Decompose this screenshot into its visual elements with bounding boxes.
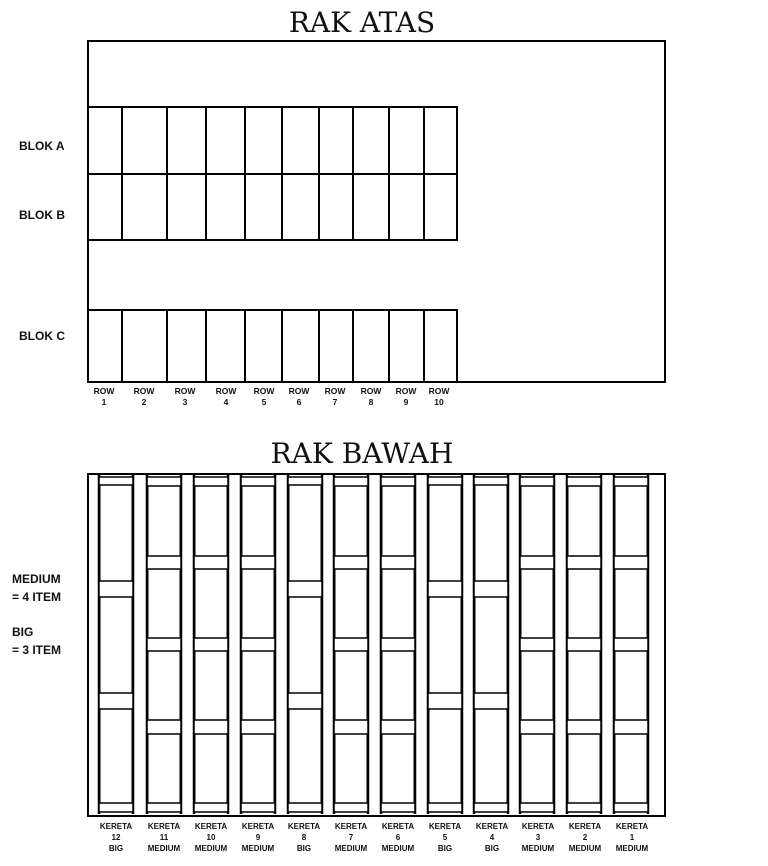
cart-shelf <box>334 720 368 734</box>
cart-item-slot <box>429 709 461 803</box>
cart-label: KERETA 12 BIG <box>99 822 133 853</box>
row-label: ROW 2 <box>133 386 155 407</box>
cart-item-slot <box>615 734 647 803</box>
cart-item-slot <box>148 651 180 720</box>
cart-shelf <box>567 720 601 734</box>
cart-shelf <box>194 638 228 651</box>
row-label: ROW 5 <box>253 386 275 407</box>
rack-cell <box>206 107 245 174</box>
cart-shelf <box>428 693 462 709</box>
rack-cell <box>245 107 282 174</box>
cart-shelf <box>428 581 462 597</box>
cart-shelf <box>381 638 415 651</box>
cart-label: KERETA 2 MEDIUM <box>568 822 602 853</box>
cart-shelf <box>520 556 554 569</box>
cart-shelf <box>614 638 648 651</box>
top-rack-blocks <box>88 107 457 382</box>
cart-item-slot <box>382 486 414 556</box>
cart-shelf <box>381 477 415 486</box>
rack-cell <box>282 310 319 382</box>
rack-cell <box>206 174 245 240</box>
rack-cell <box>122 310 167 382</box>
row-label: ROW 1 <box>93 386 115 407</box>
rack-cell <box>245 174 282 240</box>
rack-cell <box>424 310 457 382</box>
rack-cell <box>245 310 282 382</box>
rack-cell <box>424 107 457 174</box>
cart-shelf <box>520 477 554 486</box>
rack-cell <box>353 107 389 174</box>
cart-item-slot <box>195 569 227 638</box>
cart-labels <box>100 822 649 853</box>
rack-cell <box>206 310 245 382</box>
row-label: ROW 7 <box>324 386 346 407</box>
rack-cell <box>282 174 319 240</box>
cart-shelf <box>99 803 133 812</box>
cart-item-slot <box>148 486 180 556</box>
cart-shelf <box>614 803 648 812</box>
cart-item-slot <box>148 569 180 638</box>
cart-shelf <box>474 803 508 812</box>
cart-shelf <box>194 477 228 486</box>
cart-item-slot <box>521 734 553 803</box>
cart-shelf <box>381 803 415 812</box>
bottom-rack-section <box>12 437 665 853</box>
cart-item-slot <box>289 597 321 693</box>
cart-shelf <box>428 803 462 812</box>
rack-cell <box>389 310 424 382</box>
cart-item-slot <box>289 709 321 803</box>
rack-cell <box>389 107 424 174</box>
cart-shelf <box>288 693 322 709</box>
cart-label: KERETA 8 BIG <box>287 822 321 853</box>
cart-label: KERETA 3 MEDIUM <box>521 822 555 853</box>
rack-cell <box>319 174 353 240</box>
cart-shelf <box>614 477 648 486</box>
cart-shelf <box>241 803 275 812</box>
cart-shelf <box>288 803 322 812</box>
cart-shelf <box>241 720 275 734</box>
cart-shelf <box>567 477 601 486</box>
cart-shelf <box>428 477 462 485</box>
cart-item-slot <box>195 734 227 803</box>
cart-shelf <box>147 720 181 734</box>
rack-cell <box>319 310 353 382</box>
cart-shelf <box>567 803 601 812</box>
cart-item-slot <box>289 485 321 581</box>
cart-shelf <box>614 556 648 569</box>
cart-shelf <box>147 638 181 651</box>
cart-shelf <box>241 477 275 486</box>
cart-item-slot <box>475 709 507 803</box>
cart-item-slot <box>521 651 553 720</box>
cart-shelf <box>194 720 228 734</box>
cart-shelf <box>614 720 648 734</box>
cart-shelf <box>520 720 554 734</box>
cart-item-slot <box>568 651 600 720</box>
cart-shelf <box>147 556 181 569</box>
cart-item-slot <box>100 597 132 693</box>
rack-cell <box>88 174 122 240</box>
cart-shelf <box>99 693 133 709</box>
cart-shelf <box>241 556 275 569</box>
cart-label: KERETA 9 MEDIUM <box>241 822 275 853</box>
cart-item-slot <box>615 651 647 720</box>
cart-shelf <box>474 477 508 485</box>
bottom-rack-title: RAK BAWAH <box>270 437 454 470</box>
cart-item-slot <box>100 709 132 803</box>
cart-item-slot <box>242 486 274 556</box>
cart-item-slot <box>568 486 600 556</box>
top-rack-title: RAK ATAS <box>288 6 436 39</box>
cart-item-slot <box>100 485 132 581</box>
block-b-label: BLOK B <box>19 208 65 222</box>
cart-item-slot <box>242 734 274 803</box>
row-labels <box>94 386 451 407</box>
cart-shelf <box>381 556 415 569</box>
cart-label: KERETA 11 MEDIUM <box>147 822 181 853</box>
row-label: ROW 4 <box>215 386 237 407</box>
rack-cell <box>319 107 353 174</box>
cart-shelf <box>99 477 133 485</box>
cart-item-slot <box>521 486 553 556</box>
legend-big: BIG = 3 ITEM <box>12 625 62 657</box>
cart-shelf <box>194 556 228 569</box>
cart-item-slot <box>195 486 227 556</box>
cart-item-slot <box>242 569 274 638</box>
cart-label: KERETA 7 MEDIUM <box>334 822 368 853</box>
row-label: ROW 3 <box>174 386 196 407</box>
cart-item-slot <box>568 569 600 638</box>
cart-item-slot <box>382 569 414 638</box>
cart-shelf <box>567 638 601 651</box>
rack-cell <box>88 310 122 382</box>
legend-medium: MEDIUM = 4 ITEM <box>12 572 62 604</box>
cart-item-slot <box>429 597 461 693</box>
row-label: ROW 8 <box>360 386 382 407</box>
row-label: ROW 10 <box>428 386 450 407</box>
cart-item-slot <box>521 569 553 638</box>
cart-shelf <box>334 803 368 812</box>
rack-cell <box>424 174 457 240</box>
rack-cell <box>353 174 389 240</box>
cart-shelf <box>474 581 508 597</box>
cart-shelf <box>474 693 508 709</box>
cart-shelf <box>334 477 368 486</box>
cart-shelf <box>194 803 228 812</box>
rack-cell <box>353 310 389 382</box>
cart-shelf <box>147 477 181 486</box>
rack-cell <box>167 107 206 174</box>
rack-cell <box>282 107 319 174</box>
cart-shelf <box>381 720 415 734</box>
cart-shelf <box>99 581 133 597</box>
top-rack-section <box>19 6 665 407</box>
cart-label: KERETA 5 BIG <box>428 822 462 853</box>
cart-label: KERETA 6 MEDIUM <box>381 822 415 853</box>
cart-shelf <box>334 556 368 569</box>
cart-item-slot <box>335 734 367 803</box>
cart-item-slot <box>475 485 507 581</box>
block-c-label: BLOK C <box>19 329 65 343</box>
cart-shelf <box>520 803 554 812</box>
rack-cell <box>389 174 424 240</box>
block-a-label: BLOK A <box>19 139 65 153</box>
bottom-rack-carts <box>99 474 648 814</box>
rack-cell <box>122 174 167 240</box>
cart-shelf <box>147 803 181 812</box>
cart-shelf <box>334 638 368 651</box>
cart-item-slot <box>568 734 600 803</box>
top-rack-frame <box>88 41 665 382</box>
rack-cell <box>167 174 206 240</box>
cart-label: KERETA 1 MEDIUM <box>615 822 649 853</box>
cart-item-slot <box>335 651 367 720</box>
cart-item-slot <box>335 486 367 556</box>
cart-shelf <box>288 477 322 485</box>
rack-cell <box>167 310 206 382</box>
cart-shelf <box>288 581 322 597</box>
cart-item-slot <box>242 651 274 720</box>
cart-item-slot <box>429 485 461 581</box>
cart-label: KERETA 4 BIG <box>475 822 509 853</box>
cart-item-slot <box>615 486 647 556</box>
cart-item-slot <box>148 734 180 803</box>
cart-shelf <box>241 638 275 651</box>
cart-shelf <box>520 638 554 651</box>
row-label: ROW 6 <box>288 386 310 407</box>
rack-cell <box>122 107 167 174</box>
cart-item-slot <box>382 734 414 803</box>
cart-label: KERETA 10 MEDIUM <box>194 822 228 853</box>
cart-item-slot <box>195 651 227 720</box>
cart-item-slot <box>335 569 367 638</box>
cart-item-slot <box>615 569 647 638</box>
cart-shelf <box>567 556 601 569</box>
cart-item-slot <box>475 597 507 693</box>
cart-item-slot <box>382 651 414 720</box>
row-label: ROW 9 <box>395 386 417 407</box>
rack-cell <box>88 107 122 174</box>
